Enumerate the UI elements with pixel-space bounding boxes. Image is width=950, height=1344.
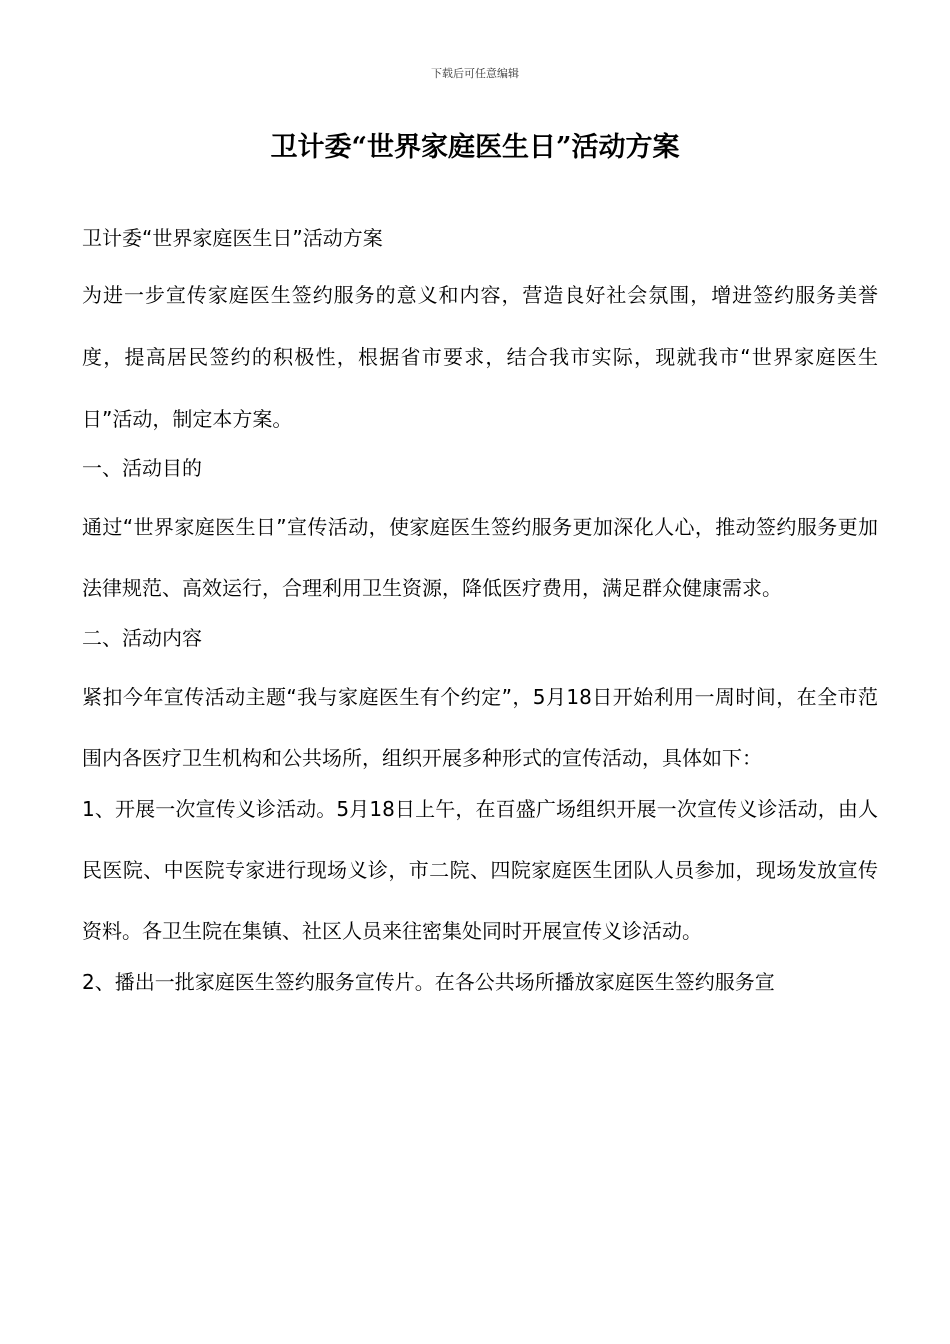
item-2-paragraph: 2、播出一批家庭医生签约服务宣传片。在各公共场所播放家庭医生签约服务宣 — [82, 970, 775, 994]
purpose-paragraph: 通过“世界家庭医生日”宣传活动，使家庭医生签约服务更加深化人心，推动签约服务更加法律规范、高效运行，合理利用卫生资源，降低医疗费用，满足群众健康需求。 — [82, 515, 878, 600]
document-body — [82, 218, 878, 1033]
subtitle-paragraph: 卫计委“世界家庭医生日”活动方案 — [82, 226, 383, 250]
document-title: 卫计委“世界家庭医生日”活动方案 — [270, 132, 680, 163]
section-heading-content: 二、活动内容 — [82, 626, 202, 650]
content-paragraph: 紧扣今年宣传活动主题“我与家庭医生有个约定”，5月18日开始利用一周时间，在全市范围内各医疗卫生机构和公共场所，组织开展多种形式的宣传活动，具体如下： — [82, 685, 878, 770]
header-note: 下载后可任意编辑 — [431, 67, 519, 80]
intro-paragraph: 为进一步宣传家庭医生签约服务的意义和内容，营造良好社会氛围，增进签约服务美誉度，提高居民签约的积极性，根据省市要求，结合我市实际，现就我市“世界家庭医生日”活动，制定本方案。 — [82, 283, 878, 431]
item-1-paragraph: 1、开展一次宣传义诊活动。5月18日上午，在百盛广场组织开展一次宣传义诊活动，由人民医院、中医院专家进行现场义诊，市二院、四院家庭医生团队人员参加，现场发放宣传资料。各卫生院在集镇、社区人员来往密集处同时开展宣传义诊活动。 — [82, 797, 878, 943]
section-heading-purpose: 一、活动目的 — [82, 456, 202, 480]
